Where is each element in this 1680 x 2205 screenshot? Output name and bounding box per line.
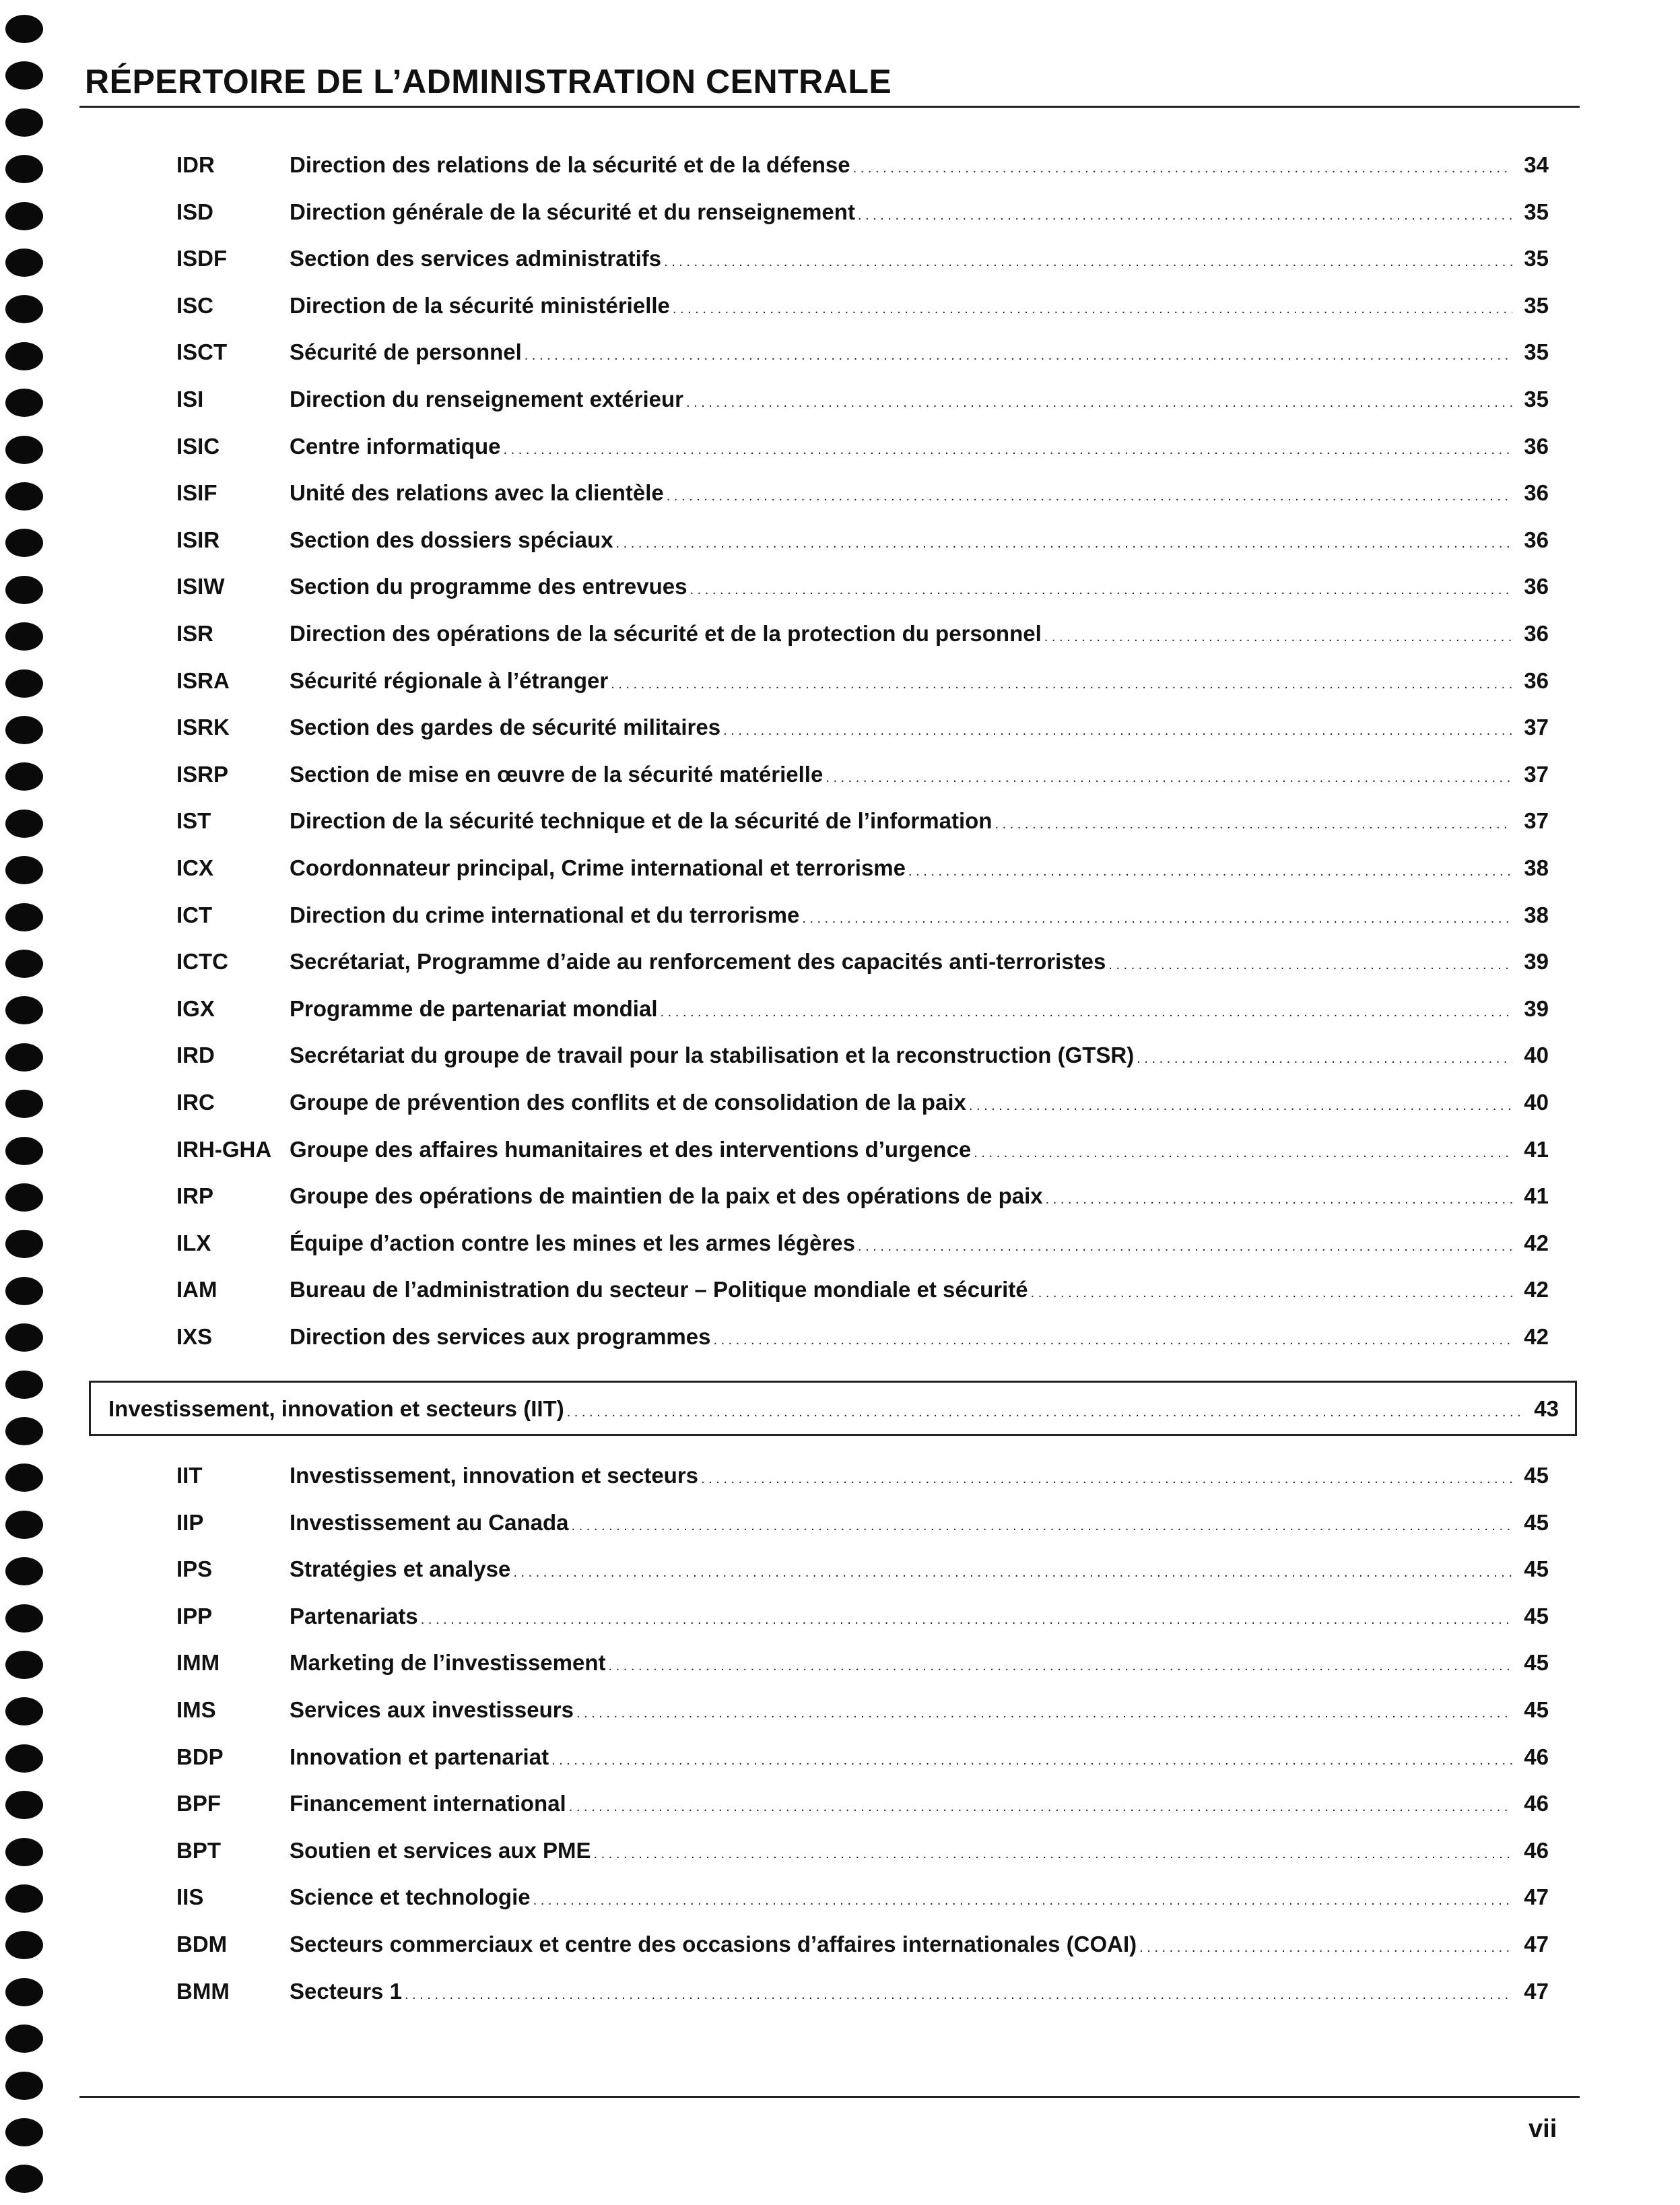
dot-leader [567, 1392, 1522, 1429]
entry-page: 46 [1524, 1744, 1549, 1769]
entry-line [290, 570, 1549, 603]
section-heading-box [89, 1381, 1577, 1436]
entry-label: Direction de la sécurité ministérielle [290, 293, 670, 318]
entry-code: IIP [176, 1510, 204, 1535]
entry-label: Investissement au Canada [290, 1510, 569, 1535]
dot-leader [802, 898, 1512, 932]
toc-entry [0, 1179, 1680, 1213]
dot-leader [1137, 1039, 1512, 1072]
entry-page: 40 [1524, 1043, 1549, 1067]
section-heading [108, 1392, 1559, 1426]
entry-code: IST [176, 808, 211, 833]
entry-label: Centre informatique [290, 434, 501, 459]
toc-entry [0, 430, 1680, 463]
entry-label: Sécurité régionale à l’étranger [290, 668, 609, 693]
entry-code: ISI [176, 387, 204, 412]
section-heading-page: 43 [1534, 1396, 1559, 1421]
entry-line [290, 1693, 1549, 1727]
entry-code: IAM [176, 1277, 217, 1302]
entry-label: Secteurs 1 [290, 1979, 402, 2004]
entry-code: ISD [176, 199, 214, 224]
entry-page: 41 [1524, 1183, 1549, 1208]
dot-leader [969, 1086, 1512, 1119]
entry-line [290, 1459, 1549, 1492]
entry-code: IRD [176, 1043, 215, 1067]
binding-hole [5, 15, 43, 43]
entry-page: 35 [1524, 246, 1549, 271]
entry-label: Services aux investisseurs [290, 1697, 574, 1722]
entry-line [290, 1740, 1549, 1774]
dot-leader [858, 1226, 1512, 1260]
entry-label: Section des gardes de sécurité militaires [290, 715, 721, 739]
entry-code: IGX [176, 996, 215, 1021]
entry-line [290, 945, 1549, 979]
dot-leader [616, 523, 1512, 557]
entry-label: Science et technologie [290, 1884, 531, 1909]
toc-entry [0, 945, 1680, 979]
toc-entry [0, 1787, 1680, 1820]
toc-entry [0, 289, 1680, 323]
entry-page: 45 [1524, 1556, 1549, 1581]
dot-leader [686, 383, 1512, 416]
dot-leader [673, 289, 1512, 323]
toc-entry [0, 1506, 1680, 1540]
toc-entry [0, 1928, 1680, 1961]
entry-line [290, 1506, 1549, 1540]
entry-code: ICTC [176, 949, 228, 974]
entry-page: 42 [1524, 1277, 1549, 1302]
entry-line [290, 758, 1549, 791]
toc-entry [0, 1834, 1680, 1868]
toc-entry [0, 1646, 1680, 1680]
entry-page: 36 [1524, 621, 1549, 646]
section-heading-label: Investissement, innovation et secteurs (IIT) [108, 1396, 564, 1421]
entry-code: ISRK [176, 715, 230, 739]
entry-code: ISIF [176, 480, 217, 505]
entry-label: Innovation et partenariat [290, 1744, 549, 1769]
entry-code: IPS [176, 1556, 213, 1581]
entry-line [290, 711, 1549, 744]
entry-code: IMS [176, 1697, 216, 1722]
page-number: vii [1528, 2115, 1557, 2143]
entry-code: IDR [176, 152, 215, 177]
dot-leader [858, 195, 1512, 229]
entry-line [290, 148, 1549, 182]
dot-leader [504, 430, 1512, 463]
entry-label: Secteurs commerciaux et centre des occasions d’affaires internationales (COAI) [290, 1932, 1137, 1956]
entry-line [290, 1226, 1549, 1260]
entry-label: Soutien et services aux PME [290, 1838, 591, 1863]
toc-entry [0, 804, 1680, 838]
entry-line [290, 430, 1549, 463]
entry-page: 37 [1524, 715, 1549, 739]
entry-line [290, 523, 1549, 557]
toc-entry [0, 1600, 1680, 1633]
dot-leader [611, 664, 1512, 698]
entry-page: 42 [1524, 1230, 1549, 1255]
entry-line [290, 664, 1549, 698]
entry-label: Équipe d’action contre les mines et les armes légères [290, 1230, 856, 1255]
entry-line [290, 992, 1549, 1026]
dot-leader [690, 570, 1512, 603]
entry-line [290, 1086, 1549, 1119]
footer-rule [79, 2096, 1580, 2098]
entry-code: BPF [176, 1791, 221, 1816]
entry-code: ISIC [176, 434, 220, 459]
dot-leader [723, 711, 1512, 744]
toc-entry [0, 992, 1680, 1026]
binding-hole [5, 61, 43, 90]
entry-page: 42 [1524, 1324, 1549, 1349]
entry-line [290, 1179, 1549, 1213]
entry-code: ISDF [176, 246, 228, 271]
entry-code: IIT [176, 1463, 203, 1488]
header-rule [79, 106, 1580, 108]
entry-line [290, 804, 1549, 838]
entry-page: 36 [1524, 574, 1549, 599]
entry-code: ISIR [176, 527, 220, 552]
entry-code: ISRA [176, 668, 230, 693]
entry-page: 45 [1524, 1463, 1549, 1488]
entry-line [290, 383, 1549, 416]
entry-label: Section des services administratifs [290, 246, 662, 271]
dot-leader [569, 1787, 1512, 1820]
entry-label: Section de mise en œuvre de la sécurité matérielle [290, 762, 824, 787]
toc-entry [0, 664, 1680, 698]
dot-leader [664, 242, 1512, 275]
binding-hole [5, 2025, 43, 2053]
entry-page: 46 [1524, 1838, 1549, 1863]
toc-entry [0, 1086, 1680, 1119]
binding-hole [5, 2118, 43, 2146]
entry-line [290, 1834, 1549, 1868]
dot-leader [660, 992, 1512, 1026]
entry-label: Groupe des opérations de maintien de la paix et des opérations de paix [290, 1183, 1043, 1208]
toc-entry [0, 1693, 1680, 1727]
entry-label: Direction des relations de la sécurité et de la défense [290, 152, 850, 177]
entry-line [290, 335, 1549, 369]
toc-entry [0, 1133, 1680, 1166]
entry-page: 36 [1524, 434, 1549, 459]
entry-code: BMM [176, 1979, 230, 2004]
binding-hole [5, 1417, 43, 1445]
entry-code: IPP [176, 1604, 213, 1628]
entry-line [290, 195, 1549, 229]
entry-line [290, 1320, 1549, 1354]
entry-page: 38 [1524, 855, 1549, 880]
entry-label: Section du programme des entrevues [290, 574, 687, 599]
entry-label: Direction générale de la sécurité et du renseignement [290, 199, 855, 224]
toc-entry [0, 1039, 1680, 1072]
entry-label: Financement international [290, 1791, 566, 1816]
entry-page: 46 [1524, 1791, 1549, 1816]
toc-entry [0, 898, 1680, 932]
entry-line [290, 617, 1549, 651]
dot-leader [713, 1320, 1512, 1354]
entry-label: Secrétariat, Programme d’aide au renforcement des capacités anti-terroristes [290, 949, 1106, 974]
dot-leader [1046, 1179, 1512, 1213]
entry-label: Direction des services aux programmes [290, 1324, 711, 1349]
entry-label: Programme de partenariat mondial [290, 996, 658, 1021]
entry-line [290, 1273, 1549, 1307]
dot-leader [908, 851, 1512, 885]
toc-entry [0, 1273, 1680, 1307]
entry-label: Coordonnateur principal, Crime international et terrorisme [290, 855, 906, 880]
entry-page: 47 [1524, 1932, 1549, 1956]
toc-entry [0, 523, 1680, 557]
dot-leader [667, 476, 1512, 510]
entry-code: IXS [176, 1324, 213, 1349]
binding-hole [5, 108, 43, 137]
toc-entry [0, 758, 1680, 791]
toc-entry [0, 851, 1680, 885]
toc-entry [0, 1880, 1680, 1914]
entry-page: 38 [1524, 902, 1549, 927]
entry-label: Bureau de l’administration du secteur – Politique mondiale et sécurité [290, 1277, 1028, 1302]
entry-label: Sécurité de personnel [290, 339, 522, 364]
entry-line [290, 898, 1549, 932]
entry-page: 40 [1524, 1090, 1549, 1115]
entry-code: IRP [176, 1183, 214, 1208]
entry-page: 36 [1524, 668, 1549, 693]
toc-entry [0, 242, 1680, 275]
toc-entry [0, 1226, 1680, 1260]
entry-label: Direction de la sécurité technique et de la sécurité de l’information [290, 808, 993, 833]
entry-line [290, 1880, 1549, 1914]
toc-entry [0, 617, 1680, 651]
entry-page: 37 [1524, 808, 1549, 833]
dot-leader [1044, 617, 1512, 651]
entry-code: ISCT [176, 339, 228, 364]
entry-label: Stratégies et analyse [290, 1556, 511, 1581]
entry-code: ILX [176, 1230, 211, 1255]
entry-line [290, 1039, 1549, 1072]
entry-page: 47 [1524, 1979, 1549, 2004]
toc-entry [0, 570, 1680, 603]
entry-page: 47 [1524, 1884, 1549, 1909]
entry-label: Direction du crime international et du terrorisme [290, 902, 800, 927]
entry-line [290, 1975, 1549, 2008]
entry-page: 39 [1524, 996, 1549, 1021]
dot-leader [405, 1975, 1512, 2008]
entry-page: 45 [1524, 1604, 1549, 1628]
entry-line [290, 851, 1549, 885]
toc-entry [0, 383, 1680, 416]
toc-entry [0, 1552, 1680, 1586]
dot-leader [551, 1740, 1512, 1774]
entry-page: 45 [1524, 1650, 1549, 1675]
dot-leader [525, 335, 1512, 369]
entry-label: Section des dossiers spéciaux [290, 527, 613, 552]
entry-label: Groupe de prévention des conflits et de consolidation de la paix [290, 1090, 966, 1115]
entry-page: 35 [1524, 387, 1549, 412]
dot-leader [609, 1646, 1513, 1680]
entry-page: 36 [1524, 527, 1549, 552]
dot-leader [1108, 945, 1512, 979]
dot-leader [513, 1552, 1512, 1586]
entry-label: Secrétariat du groupe de travail pour la stabilisation et la reconstruction (GTSR) [290, 1043, 1135, 1067]
entry-label: Direction des opérations de la sécurité et de la protection du personnel [290, 621, 1042, 646]
entry-code: IIS [176, 1884, 204, 1909]
dot-leader [974, 1133, 1512, 1166]
dot-leader [576, 1693, 1512, 1727]
toc-entry [0, 195, 1680, 229]
toc-entry [0, 335, 1680, 369]
entry-code: IMM [176, 1650, 220, 1675]
entry-page: 36 [1524, 480, 1549, 505]
entry-label: Unité des relations avec la clientèle [290, 480, 664, 505]
dot-leader [533, 1880, 1512, 1914]
toc-entry [0, 1320, 1680, 1354]
dot-leader [572, 1506, 1513, 1540]
entry-label: Direction du renseignement extérieur [290, 387, 683, 412]
toc-entry [0, 711, 1680, 744]
toc-entry [0, 148, 1680, 182]
entry-line [290, 1552, 1549, 1586]
toc-entry [0, 1975, 1680, 2008]
entry-line [290, 289, 1549, 323]
entry-line [290, 1646, 1549, 1680]
entry-line [290, 1787, 1549, 1820]
entry-page: 37 [1524, 762, 1549, 787]
entry-code: IRC [176, 1090, 215, 1115]
toc-entry [0, 1459, 1680, 1492]
entry-code: ISRP [176, 762, 229, 787]
dot-leader [826, 758, 1512, 791]
entry-code: IRH-GHA [176, 1137, 272, 1162]
entry-page: 35 [1524, 199, 1549, 224]
dot-leader [421, 1600, 1512, 1633]
entry-line [290, 1600, 1549, 1633]
entry-code: ISR [176, 621, 214, 646]
entry-label: Marketing de l’investissement [290, 1650, 606, 1675]
dot-leader [701, 1459, 1512, 1492]
entry-line [290, 1133, 1549, 1166]
entry-page: 35 [1524, 339, 1549, 364]
page-title: RÉPERTOIRE DE L’ADMINISTRATION CENTRALE [85, 63, 892, 100]
entry-label: Groupe des affaires humanitaires et des interventions d’urgence [290, 1137, 972, 1162]
toc-entry [0, 476, 1680, 510]
entry-label: Partenariats [290, 1604, 418, 1628]
entry-code: ICT [176, 902, 213, 927]
binding-hole [5, 2165, 43, 2193]
binding-hole [5, 2072, 43, 2100]
entry-code: BDP [176, 1744, 224, 1769]
entry-page: 34 [1524, 152, 1549, 177]
entry-code: BPT [176, 1838, 221, 1863]
dot-leader [594, 1834, 1512, 1868]
entry-code: ICX [176, 855, 214, 880]
binding-hole [5, 1371, 43, 1399]
dot-leader [1031, 1273, 1512, 1307]
entry-page: 45 [1524, 1697, 1549, 1722]
entry-page: 39 [1524, 949, 1549, 974]
entry-code: ISC [176, 293, 214, 318]
entry-label: Investissement, innovation et secteurs [290, 1463, 699, 1488]
entry-page: 45 [1524, 1510, 1549, 1535]
entry-line [290, 476, 1549, 510]
dot-leader [853, 148, 1512, 182]
entry-line [290, 1928, 1549, 1961]
entry-line [290, 242, 1549, 275]
dot-leader [1139, 1928, 1512, 1961]
entry-page: 35 [1524, 293, 1549, 318]
dot-leader [995, 804, 1512, 838]
entry-code: BDM [176, 1932, 228, 1956]
entry-page: 41 [1524, 1137, 1549, 1162]
entry-code: ISIW [176, 574, 225, 599]
toc-entry [0, 1740, 1680, 1774]
